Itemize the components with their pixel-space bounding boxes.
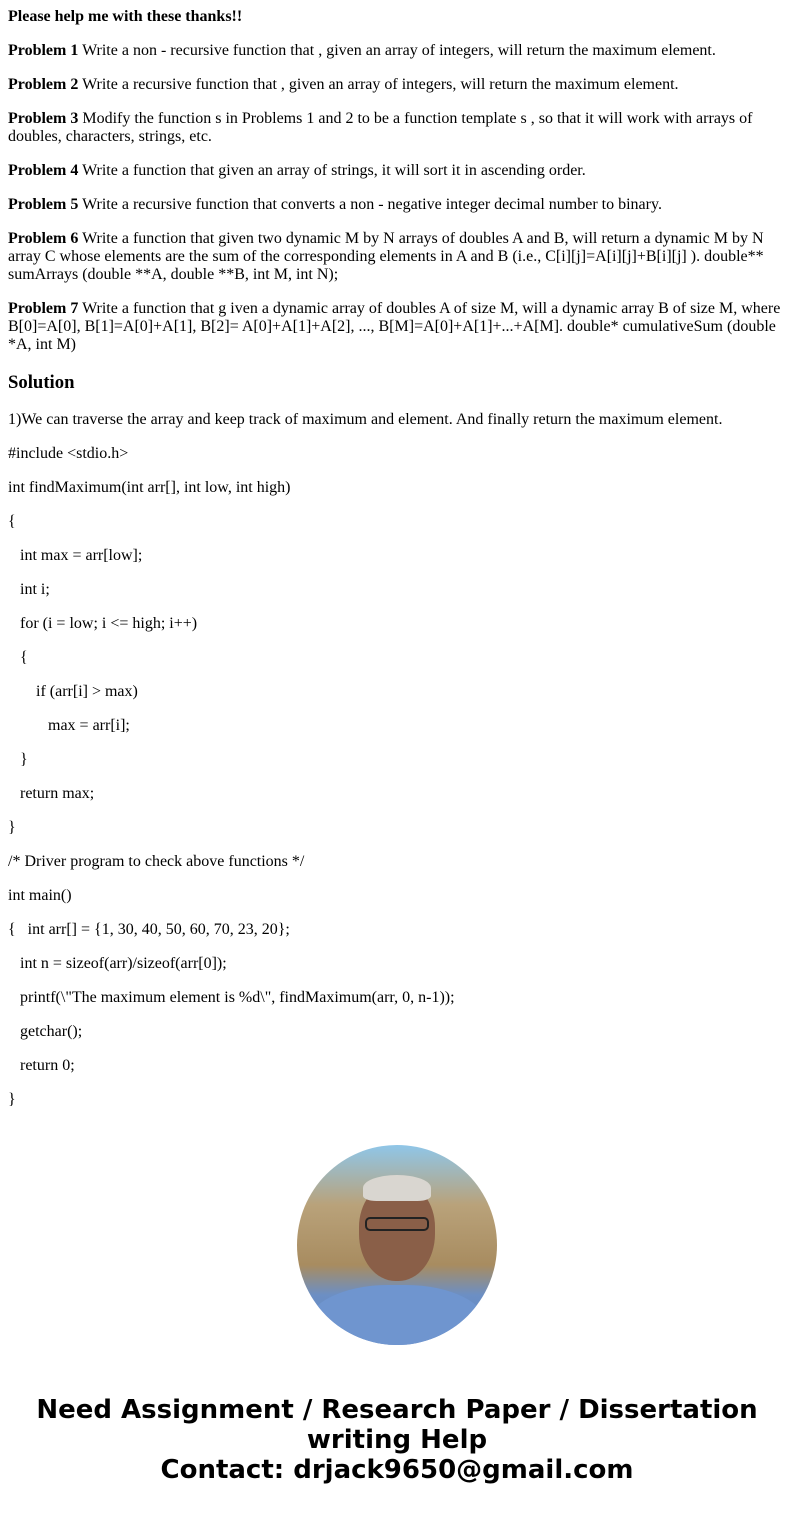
code-line: int findMaximum(int arr[], int low, int high) — [8, 479, 291, 496]
problem-4: Problem 4 Write a function that given an array of strings, it will sort it in ascending order. — [8, 162, 586, 179]
code-line: { int arr[] = {1, 30, 40, 50, 60, 70, 23, 20}; — [8, 921, 290, 938]
code-line: max = arr[i]; — [48, 717, 130, 734]
tutor-photo — [297, 1145, 497, 1345]
problem-1: Problem 1 Write a non - recursive function that , given an array of integers, will return the maximum element. — [8, 42, 716, 59]
code-line: { — [20, 649, 28, 666]
code-line: int n = sizeof(arr)/sizeof(arr[0]); — [20, 955, 227, 972]
problem-5: Problem 5 Write a recursive function that converts a non - negative integer decimal number to binary. — [8, 196, 662, 213]
glasses-icon — [365, 1217, 429, 1231]
banner-contact: Contact: drjack9650@gmail.com — [160, 1455, 634, 1485]
code-line: int main() — [8, 887, 72, 904]
problem-2: Problem 2 Write a recursive function that , given an array of integers, will return the maximum element. — [8, 76, 679, 93]
code-line: #include <stdio.h> — [8, 445, 129, 462]
code-line: } — [8, 1091, 16, 1108]
code-block — [8, 445, 786, 1109]
code-line: for (i = low; i <= high; i++) — [20, 615, 198, 632]
code-line: } — [8, 819, 16, 836]
contact-banner — [8, 1395, 786, 1485]
banner-headline: Need Assignment / Research Paper / Dissertation writing Help — [36, 1395, 758, 1455]
code-line: getchar(); — [20, 1023, 83, 1040]
code-line: return max; — [20, 785, 95, 802]
code-line: /* Driver program to check above functions */ — [8, 853, 305, 870]
code-line: if (arr[i] > max) — [36, 683, 138, 700]
problem-3: Problem 3 Modify the function s in Problems 1 and 2 to be a function template s , so that it will work with arrays of doubles, characters, strings, etc. — [8, 110, 753, 145]
code-line: int max = arr[low]; — [20, 547, 143, 564]
intro: Please help me with these thanks!! — [8, 8, 243, 25]
code-line: { — [8, 513, 16, 530]
problem-list — [8, 42, 786, 354]
code-line: return 0; — [20, 1057, 75, 1074]
problem-6: Problem 6 Write a function that given two dynamic M by N arrays of doubles A and B, will return a dynamic M by N array C whose elements are the sum of the corresponding elements in A and B (i.e., C[i][j]=A[i][j]+B[i][j] ). double** sumArrays (double **A, double **B, int M, int N); — [8, 230, 764, 283]
problem-7: Problem 7 Write a function that g iven a dynamic array of doubles A of size M, will a dynamic array B of size M, where B[0]=A[0], B[1]=A[0]+A[1], B[2]= A[0]+A[1]+A[2], ..., B[M]=A[0]+A[1]+...+A[M]. double* cumulativeSum (double *A, int M) — [8, 300, 781, 353]
solution-explanation: 1)We can traverse the array and keep track of maximum and element. And finally return the maximum element. — [8, 411, 723, 428]
solution-heading: Solution — [8, 372, 75, 393]
code-line: int i; — [20, 581, 50, 598]
code-line: } — [20, 751, 28, 768]
code-line: printf(\"The maximum element is %d\", findMaximum(arr, 0, n-1)); — [20, 989, 455, 1006]
